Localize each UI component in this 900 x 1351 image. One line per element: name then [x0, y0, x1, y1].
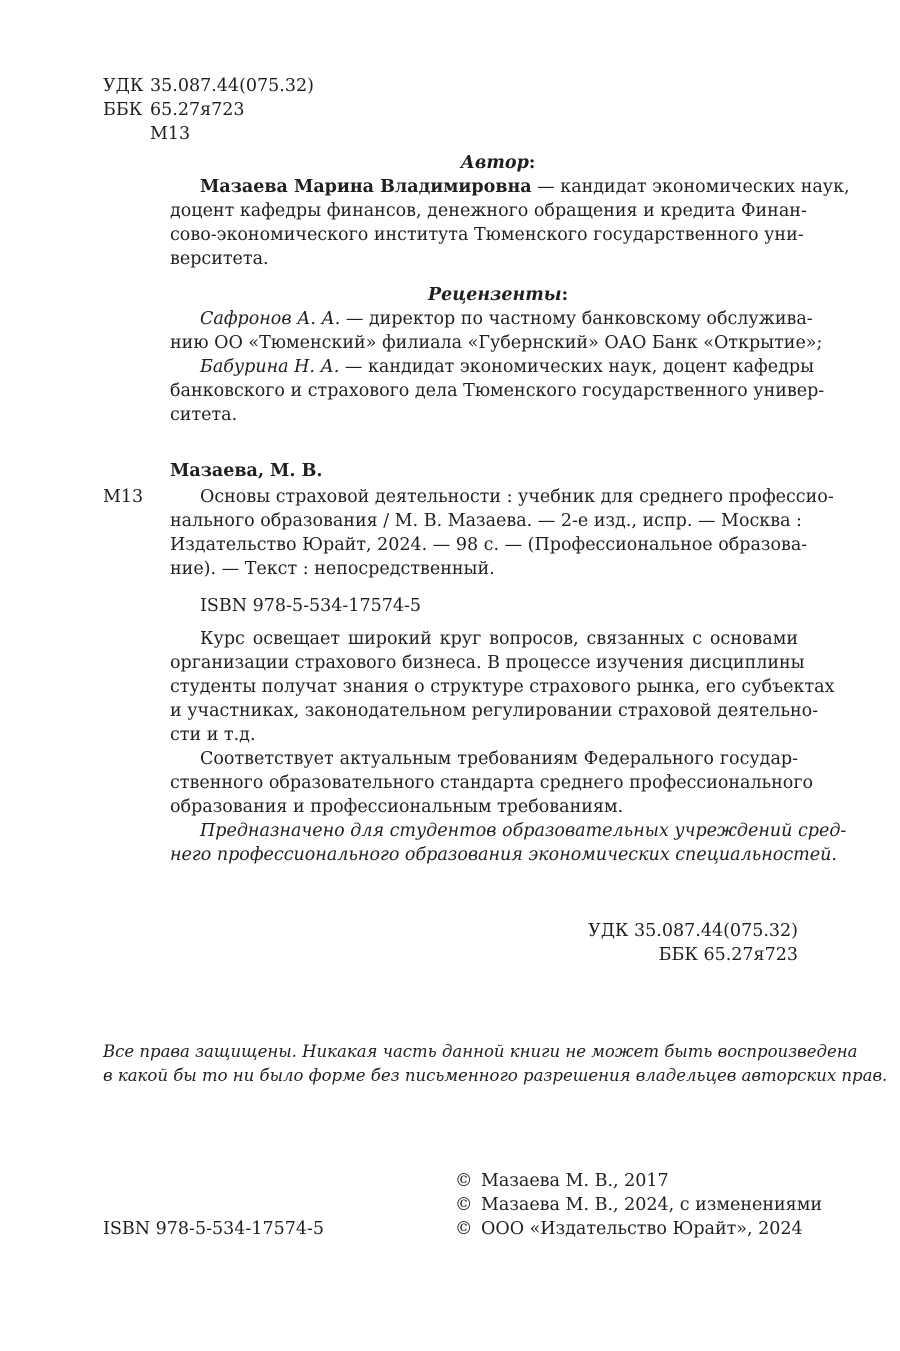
- bottom-bbk: ББК 65.27я723: [658, 945, 798, 965]
- bib-line-2: нального образования / М. В. Мазаева. — 2-е изд., испр. — Москва :: [170, 511, 802, 531]
- author-heading: Автор:: [460, 153, 536, 173]
- classification-codes: [103, 74, 314, 146]
- rights-notice: [103, 1040, 888, 1088]
- copyright-entry: © ООО «Издательство Юрайт», 2024: [455, 1219, 803, 1239]
- reviewer-1-name: Сафронов А. А.: [200, 309, 341, 329]
- annotation-p1-line-4: и участниках, законодательном регулировании страховой деятельно-: [170, 701, 819, 721]
- annotation-p3-line-2: него профессионального образования экономических специальностей.: [170, 845, 837, 865]
- bottom-codes: [588, 919, 798, 967]
- copyright-entry: © Мазаева М. В., 2017: [455, 1171, 669, 1191]
- bib-isbn: ISBN 978-5-534-17574-5: [200, 596, 422, 616]
- annotation-p2-line-3: образования и профессиональным требованиям.: [170, 797, 624, 817]
- author-line-2: доцент кафедры финансов, денежного обращения и кредита Финан-: [170, 201, 807, 221]
- annotation-p3-line-1: Предназначено для студентов образовательных учреждений сред-: [200, 821, 847, 841]
- bbk-label: ББК: [103, 100, 143, 120]
- reviewer-1-line-1: Сафронов А. А. — директор по частному банковскому обслужива-: [200, 309, 813, 329]
- isbn-bottom: ISBN 978-5-534-17574-5: [103, 1219, 325, 1239]
- author-mark: М13: [150, 124, 191, 144]
- author-line-1: Мазаева Марина Владимировна — кандидат экономических наук,: [200, 177, 850, 197]
- copyright-icon: ©: [455, 1195, 473, 1215]
- annotation-p1-line-5: сти и т.д.: [170, 725, 256, 745]
- bib-line-3: Издательство Юрайт, 2024. — 98 с. — (Профессиональное образова-: [170, 535, 808, 555]
- author-block: [170, 175, 850, 271]
- copyright-entry: © Мазаева М. В., 2024, с изменениями: [455, 1195, 822, 1215]
- annotation-p1-line-2: организации страхового бизнеса. В процессе изучения дисциплины: [170, 653, 805, 673]
- udk-label: УДК: [103, 76, 144, 96]
- copyright-icon: ©: [455, 1219, 473, 1239]
- udk-row: [103, 74, 314, 98]
- reviewer-2-name: Бабурина Н. А.: [200, 357, 340, 377]
- copyright-icon: ©: [455, 1171, 473, 1191]
- annotation-p2-line-1: Соответствует актуальным требованиям Федерального государ-: [200, 749, 798, 769]
- author-mark-row: [103, 122, 314, 146]
- bib-author-heading: Мазаева, М. В.: [170, 461, 323, 481]
- bbk-row: [103, 98, 314, 122]
- bib-line-1: Основы страховой деятельности : учебник для среднего профессио-: [200, 487, 834, 507]
- bib-mark: М13: [103, 487, 144, 507]
- reviewer-2-line-3: ситета.: [170, 405, 238, 425]
- bib-line-4: ние). — Текст : непосредственный.: [170, 559, 495, 579]
- annotation-p1-line-1: Курс освещает широкий круг вопросов, связанных с основами: [200, 629, 798, 649]
- reviewer-2-line-1: Бабурина Н. А. — кандидат экономических наук, доцент кафедры: [200, 357, 815, 377]
- author-line-3: сово-экономического института Тюменского государственного уни-: [170, 225, 804, 245]
- annotation-p2-line-2: ственного образовательного стандарта среднего профессионального: [170, 773, 814, 793]
- copyright-list: [455, 1169, 822, 1241]
- reviewer-1-line-2: нию ОО «Тюменский» филиала «Губернский» ОАО Банк «Открытие»;: [170, 333, 823, 353]
- bottom-udk: УДК 35.087.44(075.32): [588, 921, 798, 941]
- udk-value: 35.087.44(075.32): [150, 76, 314, 96]
- rights-line-2: в какой бы то ни было форме без письменного разрешения владельцев авторских прав.: [103, 1066, 888, 1085]
- reviewers-block: [170, 307, 825, 427]
- reviewer-2-line-2: банковского и страхового дела Тюменского государственного универ-: [170, 381, 825, 401]
- author-name: Мазаева Марина Владимировна: [200, 177, 532, 197]
- bib-description: [170, 485, 834, 581]
- annotation-p1-line-3: студенты получат знания о структуре страхового рынка, его субъектах: [170, 677, 835, 697]
- annotation: [170, 627, 847, 867]
- rights-line-1: Все права защищены. Никакая часть данной книги не может быть воспроизведена: [103, 1042, 858, 1061]
- reviewers-heading: Рецензенты:: [427, 285, 569, 305]
- author-line-4: верситета.: [170, 249, 269, 269]
- bbk-value: 65.27я723: [150, 100, 245, 120]
